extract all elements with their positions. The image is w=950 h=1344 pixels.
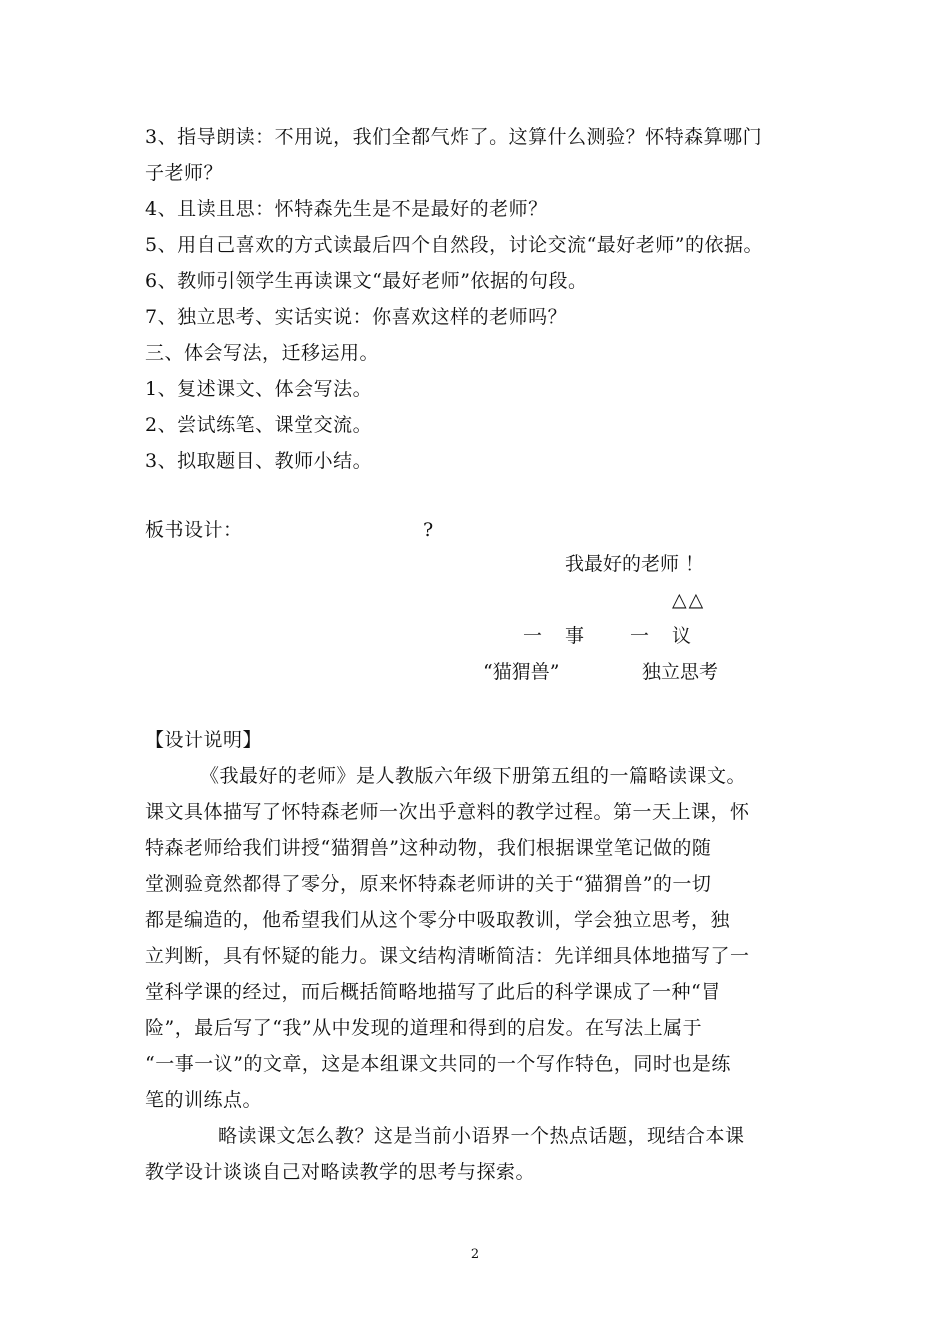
board-right-term: 一 议 <box>630 625 694 647</box>
board-marks: △△ <box>672 589 706 611</box>
paragraph-line: 堂测验竟然都得了零分，原来怀特森老师讲的关于“猫猬兽”的一切 <box>145 873 712 895</box>
step-line: 3、指导朗读：不用说，我们全都气炸了。这算什么测验？怀特森算哪门 <box>145 126 763 148</box>
paragraph-line: 都是编造的，他希望我们从这个零分中吸取教训，学会独立思考，独 <box>145 909 731 931</box>
step-line: 1、复述课文、体会写法。 <box>145 378 373 400</box>
paragraph-line: 堂科学课的经过，而后概括简略地描写了此后的科学课成了一种“冒 <box>145 981 721 1003</box>
board-right-sub: 独立思考 <box>642 661 719 683</box>
step-line: 子老师？ <box>145 162 224 184</box>
page-number: 2 <box>470 1247 480 1262</box>
step-line: 4、且读且思：怀特森先生是不是最好的老师？ <box>145 198 548 220</box>
paragraph-line: 课文具体描写了怀特森老师一次出乎意料的教学过程。第一天上课，怀 <box>145 801 750 823</box>
board-label: 板书设计： <box>145 519 243 541</box>
step-line: 3、拟取题目、教师小结。 <box>145 450 373 472</box>
paragraph-line: 略读课文怎么教？这是当前小语界一个热点话题，现结合本课 <box>218 1125 745 1147</box>
section-heading: 三、体会写法，迁移运用。 <box>145 342 380 364</box>
board-question-mark: ? <box>423 519 434 541</box>
step-line: 7、独立思考、实话实说：你喜欢这样的老师吗？ <box>145 306 568 328</box>
board-left-sub: “猫猬兽” <box>483 661 560 683</box>
paragraph-line: 笔的训练点。 <box>145 1089 263 1111</box>
paragraph-line: 教学设计谈谈自己对略读教学的思考与探索。 <box>145 1161 536 1183</box>
paragraph-line: 《我最好的老师》是人教版六年级下册第五组的一篇略读课文。 <box>200 765 747 787</box>
step-line: 5、用自己喜欢的方式读最后四个自然段，讨论交流“最好老师”的依据。 <box>145 234 764 256</box>
paragraph-line: 险”，最后写了“我”从中发现的道理和得到的启发。在写法上属于 <box>145 1017 703 1039</box>
paragraph-line: 特森老师给我们讲授“猫猬兽”这种动物，我们根据课堂笔记做的随 <box>145 837 712 859</box>
step-line: 2、尝试练笔、课堂交流。 <box>145 414 373 436</box>
paragraph-line: “一事一议”的文章，这是本组课文共同的一个写作特色，同时也是练 <box>145 1053 731 1075</box>
paragraph-line: 立判断，具有怀疑的能力。课文结构清晰简洁：先详细具体地描写了一 <box>145 945 750 967</box>
board-left-term: 一 事 <box>523 625 587 647</box>
explanation-heading: 【设计说明】 <box>145 729 263 751</box>
step-line: 6、教师引领学生再读课文“最好老师”依据的句段。 <box>145 270 588 292</box>
board-title: 我最好的老师 ！ <box>565 553 705 575</box>
